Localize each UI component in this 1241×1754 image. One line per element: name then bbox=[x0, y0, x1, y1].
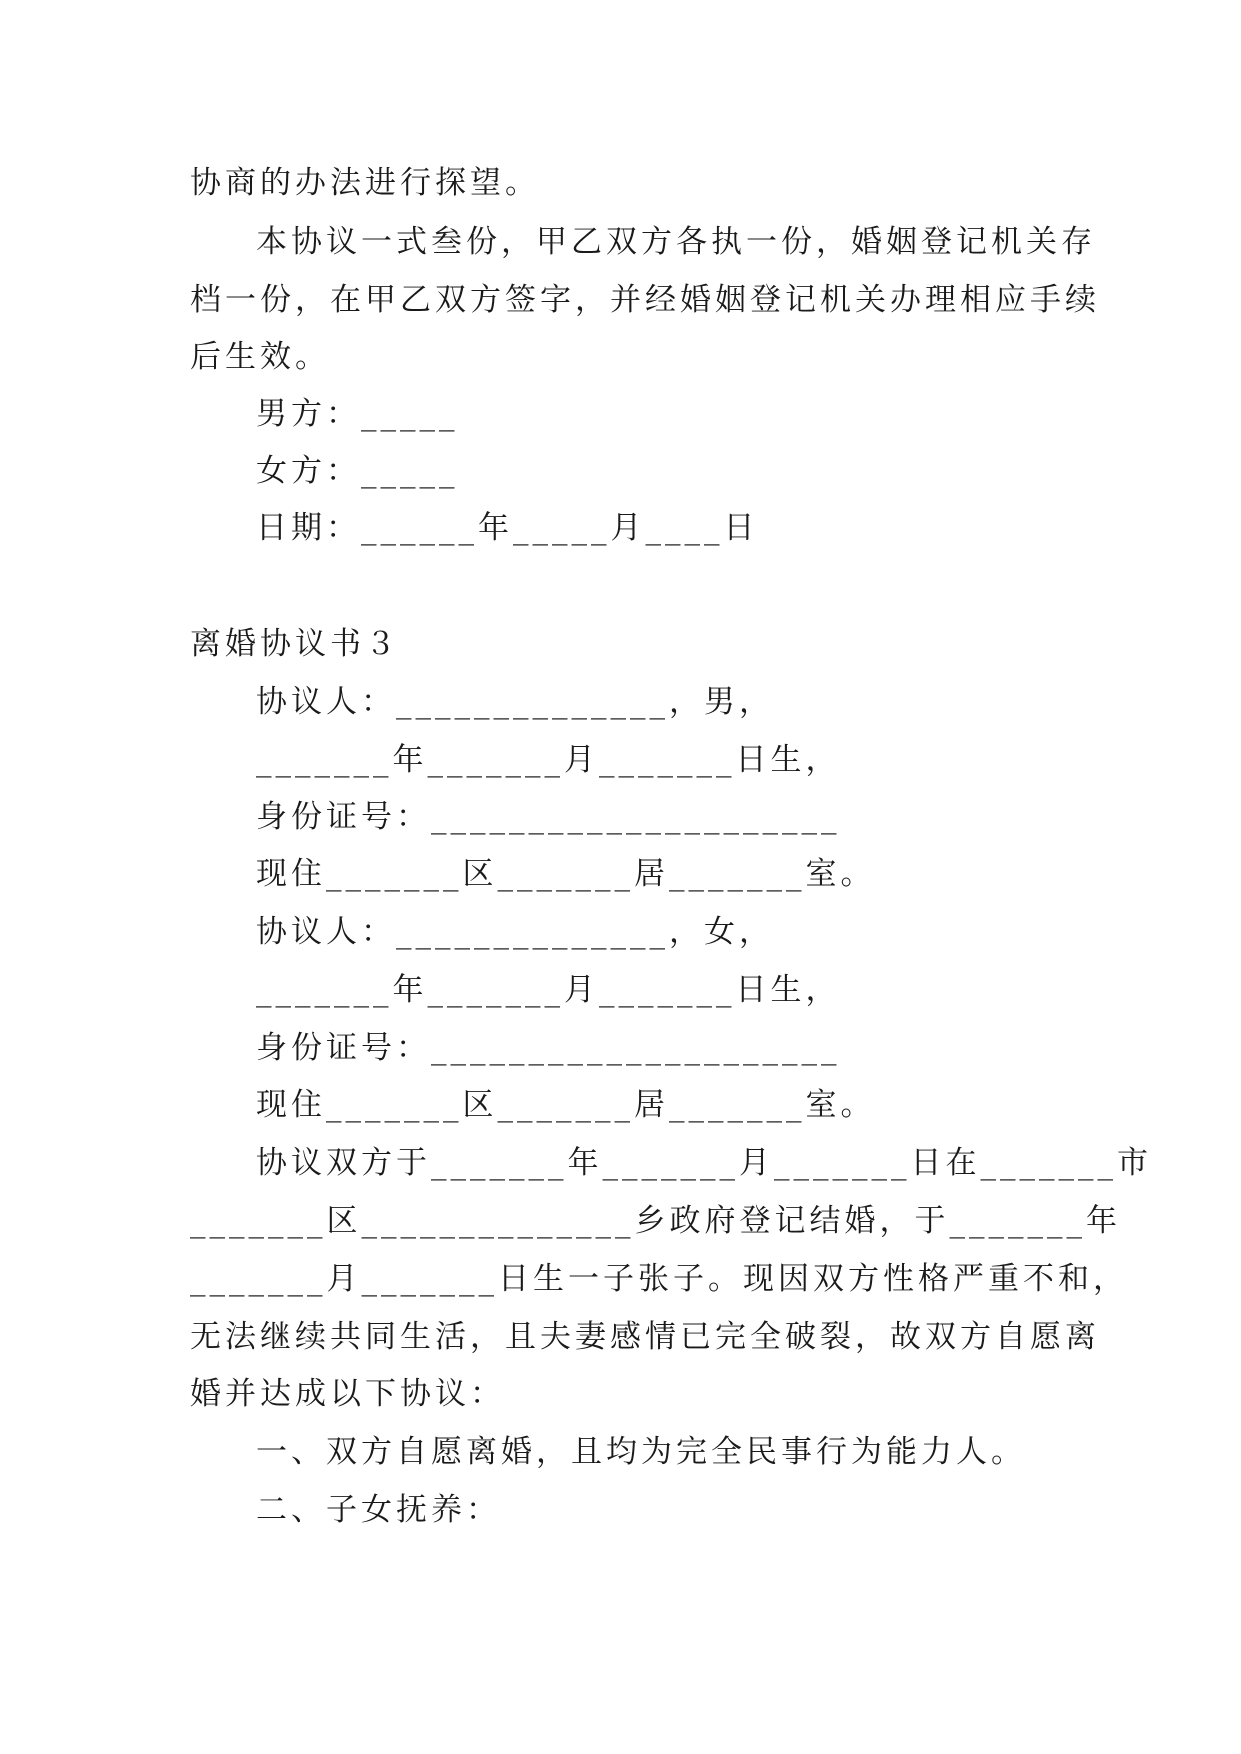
male-party-line: 男方：_____ bbox=[256, 396, 459, 432]
paragraph-line: 协商的办法进行探望。 bbox=[190, 165, 540, 201]
birth-date-line: _______年_______月_______日生， bbox=[256, 972, 841, 1008]
clause-line: 二、子女抚养： bbox=[256, 1492, 501, 1528]
date-line: 日期：______年_____月____日 bbox=[256, 510, 759, 546]
paragraph-line: 婚并达成以下协议： bbox=[190, 1376, 505, 1412]
section-title: 离婚协议书３ bbox=[190, 626, 400, 662]
female-party-line: 女方：_____ bbox=[256, 453, 459, 489]
party-line: 协议人：______________，女， bbox=[256, 914, 774, 950]
paragraph-line: 后生效。 bbox=[190, 339, 330, 375]
paragraph-line: 档一份，在甲乙双方签字，并经婚姻登记机关办理相应手续 bbox=[190, 282, 1100, 318]
birth-date-line: _______年_______月_______日生， bbox=[256, 742, 841, 778]
party-line: 协议人：______________，男， bbox=[256, 684, 774, 720]
paragraph-line: _______区______________乡政府登记结婚，于_______年 bbox=[190, 1203, 1121, 1239]
id-number-line: 身份证号：_____________________ bbox=[256, 799, 841, 835]
paragraph-line: 本协议一式叁份，甲乙双方各执一份，婚姻登记机关存 bbox=[256, 224, 1096, 260]
paragraph-line: _______月_______日生一子张子。现因双方性格严重不和， bbox=[190, 1261, 1128, 1297]
clause-line: 一、双方自愿离婚，且均为完全民事行为能力人。 bbox=[256, 1434, 1026, 1470]
paragraph-line: 协议双方于_______年_______月_______日在_______市 bbox=[256, 1145, 1152, 1181]
address-line: 现住_______区_______居_______室。 bbox=[256, 856, 876, 892]
id-number-line: 身份证号：_____________________ bbox=[256, 1030, 841, 1066]
paragraph-line: 无法继续共同生活，且夫妻感情已完全破裂，故双方自愿离 bbox=[190, 1319, 1100, 1355]
address-line: 现住_______区_______居_______室。 bbox=[256, 1087, 876, 1123]
